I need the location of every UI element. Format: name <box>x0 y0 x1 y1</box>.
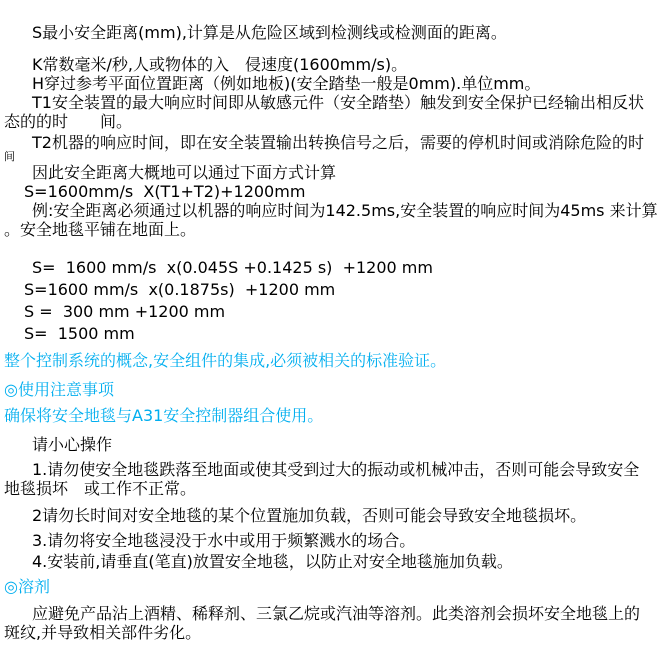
definition-h: H穿过参考平面位置距离（例如地板)(安全踏垫一般是0mm).单位mm。 <box>32 74 541 93</box>
care-item2: 2请勿长时间对安全地毯的某个位置施加负载，否则可能会导致安全地毯损坏。 <box>32 506 587 525</box>
care-intro: 请小心操作 <box>32 435 113 454</box>
formula-general: S=1600mm/s X(T1+T2)+1200mm <box>24 182 306 201</box>
example-line2: 。安全地毯平铺在地面上。 <box>4 220 197 239</box>
definition-t2-wrap-char: 间 <box>4 150 15 163</box>
example-line1: 例:安全距离必须通过以机器的响应时间为142.5ms,安全装置的响应时间为45ms 来计算 <box>32 201 658 220</box>
care-item4: 4.安装前,请垂直(笔直)放置安全地毯，以防止对安全地毯施加负载。 <box>32 552 513 571</box>
care-item1-line1: 1.请勿使安全地毯跌落至地面或使其受到过大的振动或机械冲击，否则可能会导致安全 <box>32 460 640 479</box>
definition-t1-line1: T1安全装置的最大响应时间即从敏感元件（安全踏垫）触发到安全保护已经输出相反状 <box>32 93 644 112</box>
formula-step-3: S = 300 mm +1200 mm <box>24 302 226 321</box>
solvent-body-line1: 应避免产品沾上酒精、稀释剂、三氯乙烷或汽油等溶剂。此类溶剂会损坏安全地毯上的 <box>32 604 641 623</box>
care-item1-line2: 地毯损坏 或工作不正常。 <box>4 479 197 498</box>
formula-step-4: S= 1500 mm <box>24 324 135 343</box>
calculation-intro: 因此安全距离大概地可以通过下面方式计算 <box>32 163 337 182</box>
validation-note: 整个控制系统的概念,安全组件的集成,必须被相关的标准验证。 <box>4 351 447 370</box>
definition-s: S最小安全距离(mm),计算是从危险区域到检测线或检测面的距离。 <box>32 23 507 42</box>
formula-step-2: S=1600 mm/s x(0.1875s) +1200 mm <box>24 280 336 299</box>
controller-note: 确保将安全地毯与A31安全控制器组合使用。 <box>4 406 324 425</box>
definition-t2-line1: T2机器的响应时间，即在安全装置输出转换信号之后，需要的停机时间或消除危险的时 <box>32 133 644 152</box>
formula-step-1: S= 1600 mm/s x(0.045S +0.1425 s) +1200 mm <box>32 258 433 277</box>
usage-section-heading: ◎使用注意事项 <box>4 380 114 399</box>
definition-t1-line2: 态的的时 间。 <box>4 112 133 131</box>
care-item3: 3.请勿将安全地毯浸没于水中或用于频繁溅水的场合。 <box>32 531 416 550</box>
solvent-section-heading: ◎溶剂 <box>4 577 50 596</box>
solvent-body-line2: 斑纹,并导致相关部件劣化。 <box>4 623 202 642</box>
definition-k: K常数毫米/秒,人或物体的入 侵速度(1600mm/s)。 <box>32 55 408 74</box>
